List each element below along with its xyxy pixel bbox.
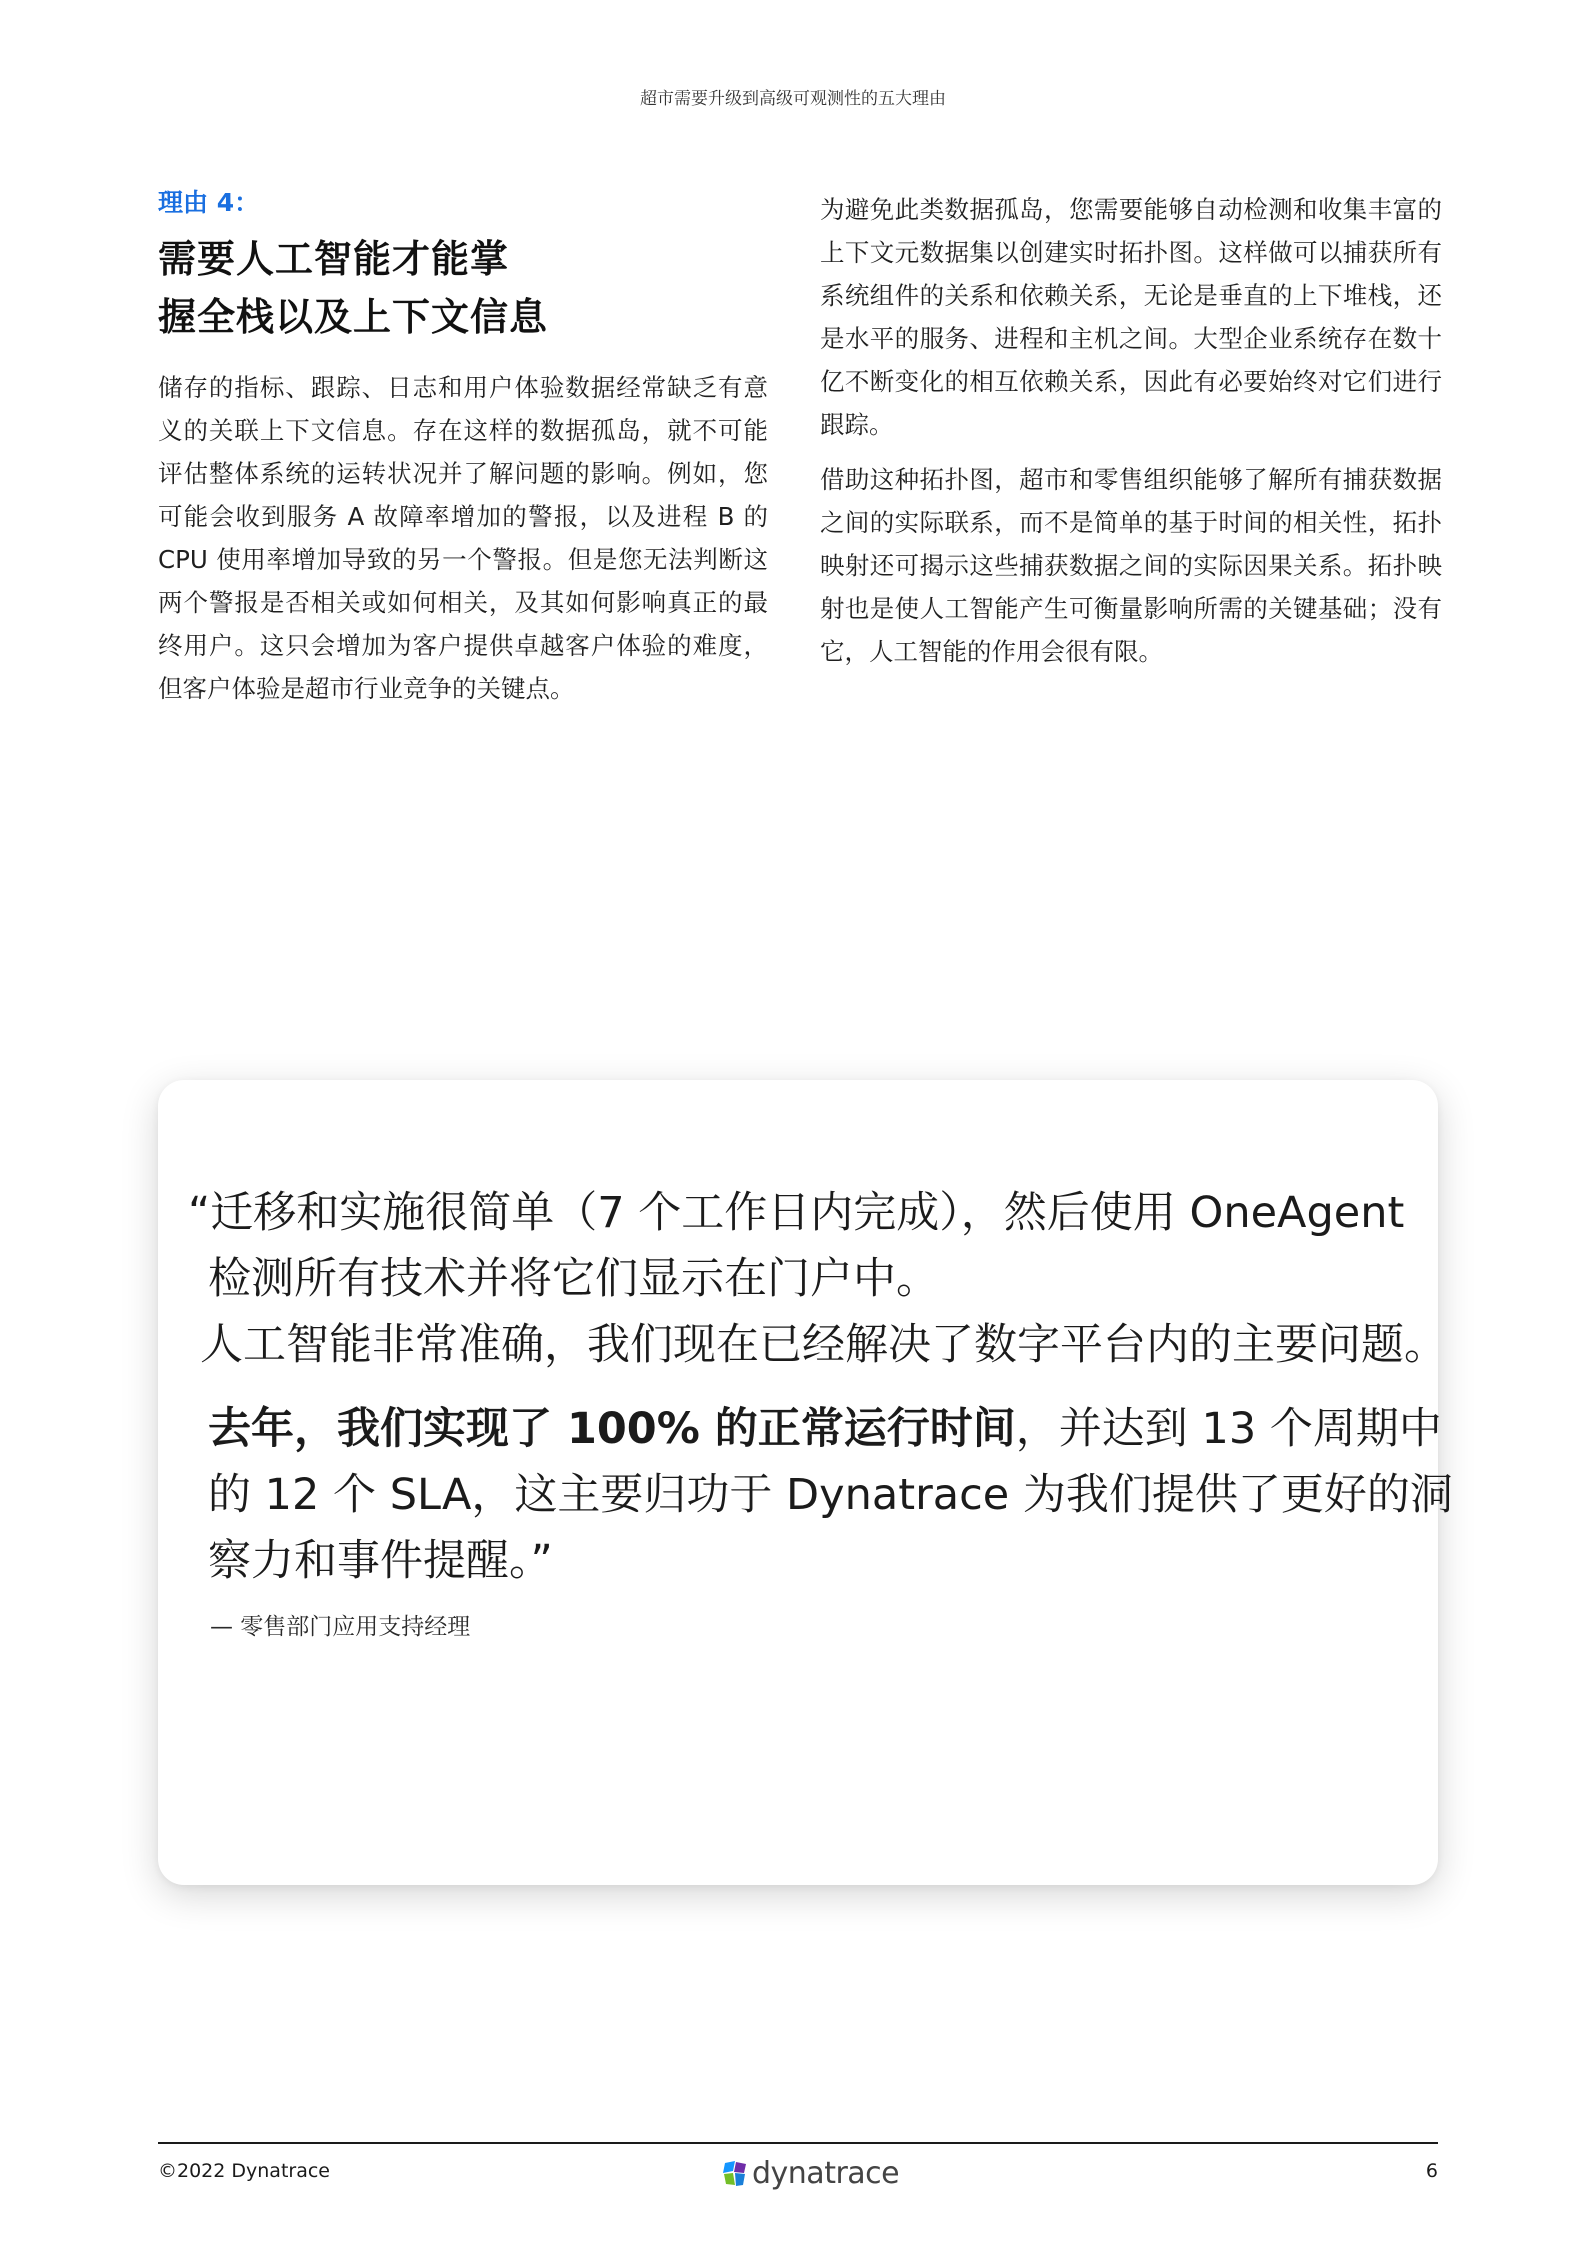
quote-line-2: 检测所有技术并将它们显示在门户中。 xyxy=(208,1254,939,1304)
right-paragraph-2: 借助这种拓扑图，超市和零售组织能够了解所有捕获数据之间的实际联系，而不是简单的基于时间的相关性，拓扑映射还可揭示这些捕获数据之间的实际因果关系。拓扑映射也是使人工智能产生可衡量影响所需的关键基础；没有它，人工智能的作用会很有限。 xyxy=(820,465,1442,666)
section-title-line-2: 握全栈以及上下文信息 xyxy=(158,295,549,339)
running-header: 超市需要升级到高级可观测性的五大理由 xyxy=(640,89,946,109)
section-title-line-1: 需要人工智能才能掌 xyxy=(158,237,510,281)
left-column xyxy=(158,188,768,722)
section-title xyxy=(158,230,768,346)
quote-attribution: — 零售部门应用支持经理 xyxy=(210,1614,471,1640)
dynatrace-logo xyxy=(722,2156,899,2191)
quote-line-6: 察力和事件提醒。” xyxy=(208,1536,553,1586)
quote-highlight: 去年，我们实现了 100% 的正常运行时间 xyxy=(208,1404,1016,1454)
logo-wordmark: dynatrace xyxy=(752,2156,900,2191)
footer-copyright: ©2022 Dynatrace xyxy=(158,2160,330,2182)
dynatrace-logo-icon xyxy=(722,2160,748,2188)
quote-line-4-rest: ，并达到 13 个周期中 xyxy=(1015,1404,1442,1454)
page-number: 6 xyxy=(1425,2160,1438,2182)
footer-divider xyxy=(158,2142,1438,2144)
quote-line-3: 人工智能非常准确，我们现在已经解决了数字平台内的主要问题。 xyxy=(200,1320,1447,1370)
quote-line-5: 的 12 个 SLA，这主要归功于 Dynatrace 为我们提供了更好的洞 xyxy=(208,1470,1453,1520)
right-column xyxy=(820,188,1442,685)
left-paragraph: 储存的指标、跟踪、日志和用户体验数据经常缺乏有意义的关联上下文信息。存在这样的数据孤岛，就不可能评估整体系统的运转状况并了解问题的影响。例如，您可能会收到服务 A 故障率增加的警报，以及进程 B 的 CPU 使用率增加导致的另一个警报。但是您无法判断这两个警报是否相关或如何相关，及其如何影响真正的最终用户。这只会增加为客户提供卓越客户体验的难度，但客户体验是超市行业竞争的关键点。 xyxy=(158,373,768,703)
right-paragraph-1: 为避免此类数据孤岛，您需要能够自动检测和收集丰富的上下文元数据集以创建实时拓扑图。这样做可以捕获所有系统组件的关系和依赖关系，无论是垂直的上下堆栈，还是水平的服务、进程和主机之间。大型企业系统存在数十亿不断变化的相互依赖关系，因此有必要始终对它们进行跟踪。 xyxy=(820,195,1442,439)
quote-card xyxy=(158,1080,1453,1885)
quote-line-4 xyxy=(208,1402,1442,1456)
quote-line-1: “迁移和实施很简单（7 个工作日内完成），然后使用 OneAgent xyxy=(188,1188,1405,1238)
reason-label: 理由 4： xyxy=(158,188,260,217)
